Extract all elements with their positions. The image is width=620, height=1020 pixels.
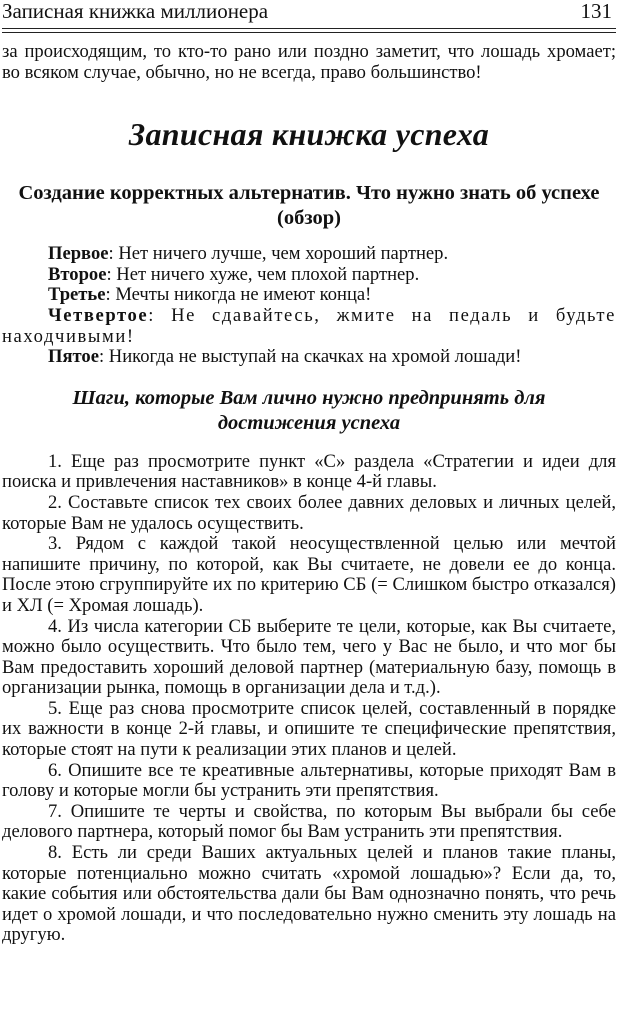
rule-text: : Не сдавайтесь, жмите на педаль и будьте находчивыми! (2, 304, 616, 347)
step-paragraph: 8. Есть ли среди Ваших актуальных целей и планов такие планы, которые потенциально можно считать «хромой лошадью»? Если да, то, какие события или обстоятельства дали бы Вам однозначно понять, что речь идет о хромой лошади, и что последовательно нужно сменить эту лошадь на другую. (2, 842, 616, 946)
rule-term: Четвертое (48, 304, 149, 326)
rule-text: : Нет ничего хуже, чем плохой партнер. (106, 263, 420, 285)
rule-text: : Нет ничего лучше, чем хороший партнер. (108, 243, 449, 265)
step-paragraph: 3. Рядом с каждой такой неосуществленной целью или мечтой напишите причину, по которой, как Вы считаете, не довели ее до конца. После этою сгруппируйте их по критерию СБ (= Слишком быстро отказался) и ХЛ (= Хромая лошадь). (2, 533, 616, 616)
step-paragraph: 7. Опишите те черты и свойства, по которым Вы выбрали бы себе делового партнера, который помог бы Вам устранить эти препятствия. (2, 800, 616, 843)
chapter-title: Записная книжка успеха (128, 116, 490, 153)
page-number: 131 (580, 0, 612, 23)
rule-item (2, 347, 616, 368)
rule-text: : Мечты никогда не имеют конца! (105, 284, 372, 306)
rule-term: Первое (48, 243, 109, 265)
section-title: Создание корректных альтернатив. Что нужно знать об успехе (обзор) (18, 182, 600, 230)
rule-item (2, 265, 616, 286)
rule-item (2, 285, 616, 306)
rule-item (2, 244, 616, 265)
rule-term: Пятое (48, 346, 99, 368)
subsection-title: Шаги, которые Вам лично нужно предпринять для достижения успеха (72, 386, 546, 434)
steps-list (2, 452, 616, 946)
header-rule (2, 32, 616, 33)
step-paragraph: 6. Опишите все те креативные альтернативы, которые приходят Вам в голову и которые могли бы устранить эти препятствия. (2, 759, 616, 802)
continuation-paragraph: за происходящим, то кто-то рано или поздно заметит, что лошадь хромает; во всяком случае, обычно, но не всегда, право большинство! (2, 41, 616, 83)
step-paragraph: 5. Еще раз снова просмотрите список целей, составленный в порядке их важности в конце 2-й главы, и опишите те специфические препятствия, которые стоят на пути к реализации этих планов и целей. (2, 697, 616, 761)
running-header (2, 0, 616, 29)
rule-text: : Никогда не выступай на скачках на хромой лошади! (98, 346, 522, 368)
rule-term: Третье (48, 284, 106, 306)
step-paragraph: 2. Составьте список тех своих более давних деловых и личных целей, которые Вам не удалось осуществить. (2, 491, 616, 534)
step-paragraph: 4. Из числа категории СБ выберите те цели, которые, как Вы считаете, можно было осуществить. Что было тем, чего у Вас не было, и что мог бы Вам предоставить хороший деловой партнер (материальную базу, помощь в организации рынка, помощь в организации дела и т.д.). (2, 615, 616, 699)
rules-list (2, 244, 616, 368)
step-paragraph: 1. Еще раз просмотрите пункт «С» раздела «Стратегии и идеи для поиска и привлечения наставников» в конце 4-й главы. (2, 450, 616, 493)
rule-term: Второе (48, 263, 107, 285)
rule-item (2, 306, 616, 347)
running-head-title: Записная книжка миллионера (2, 0, 269, 23)
